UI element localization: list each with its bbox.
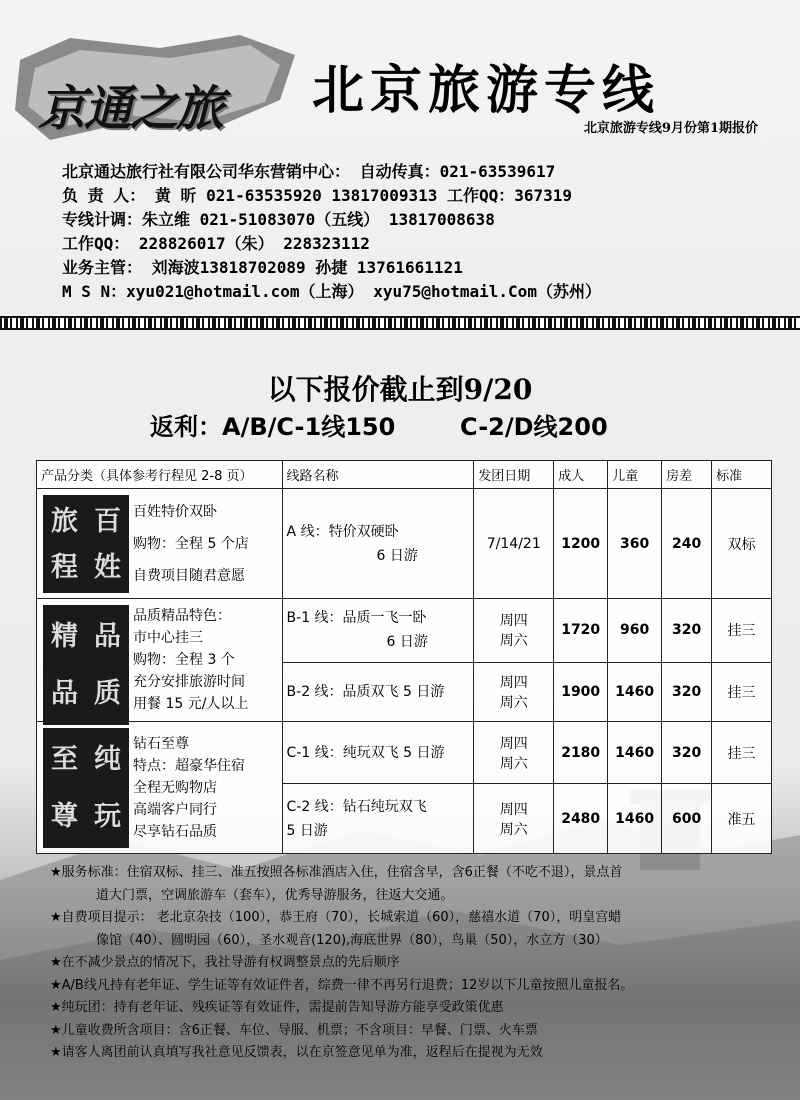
note-item: ★服务标准：住宿双标、挂三、准五按照各标准酒店入住，住宿含早，含6正餐（不吃不退），景点首 — [50, 865, 623, 880]
seal-stamp-baixing: 旅 百 程 姓 — [43, 495, 129, 593]
page-title: 北京旅游专线 — [312, 60, 661, 121]
category-cell — [37, 722, 283, 854]
logo-text: 京通之旅 — [38, 81, 223, 137]
contact-line: 工作QQ： 228826017（朱） 228323112 — [62, 234, 370, 253]
column-header: 房差 — [662, 461, 712, 489]
category-description: 百姓特价双卧 购物：全程 5 个店 自费项目随君意愿 — [133, 503, 249, 584]
route-name: A 线：特价双硬卧 6 日游 — [282, 489, 474, 599]
room-diff: 600 — [662, 784, 712, 854]
column-header: 标准 — [712, 461, 772, 489]
departure-dates: 周四 周六 — [474, 722, 554, 784]
column-header: 发团日期 — [474, 461, 554, 489]
room-diff: 320 — [662, 722, 712, 784]
child-price: 360 — [608, 489, 662, 599]
category-cell — [37, 599, 283, 722]
hotel-standard: 挂三 — [712, 599, 772, 663]
route-name: B-2 线：品质双飞 5 日游 — [282, 662, 474, 721]
column-header: 线路名称 — [282, 461, 474, 489]
notes-list — [50, 862, 790, 1065]
contact-line: M S N：xyu021@hotmail.com（上海） xyu75@hotmail.Com（苏州） — [62, 282, 601, 301]
table-row — [37, 489, 772, 599]
departure-dates: 7/14/21 — [474, 489, 554, 599]
contact-line: 业务主管： 刘海波13818702089 孙捷 13761661121 — [62, 258, 463, 277]
column-header: 产品分类（具体参考行程见 2-8 页） — [37, 461, 283, 489]
contact-line: 负 责 人： 黄 昕 021-63535920 13817009313 工作QQ：367319 — [62, 186, 573, 205]
child-price: 1460 — [608, 784, 662, 854]
table-row — [37, 599, 772, 663]
category-description: 品质精品特色： 市中心挂三 购物：全程 3 个 充分安排旅游时间 用餐 15 元/人以上 — [133, 608, 249, 712]
category-description: 钻石至尊 特点：超豪华住宿 全程无购物店 高端客户同行 尽享钻石品质 — [133, 735, 245, 840]
room-diff: 320 — [662, 662, 712, 721]
rebate-label: 返利：A/B/C-1线150 — [150, 413, 396, 441]
page-subtitle: 北京旅游专线9月份第1期报价 — [583, 121, 758, 136]
contact-line: 专线计调：朱立维 021-51083070（五线） 13817008638 — [62, 210, 495, 229]
seal-stamp-zhizun: 至 纯 尊 玩 — [43, 728, 129, 848]
hotel-standard: 挂三 — [712, 662, 772, 721]
child-price: 960 — [608, 599, 662, 663]
contact-line: 北京通达旅行社有限公司华东营销中心： 自动传真：021-63539617 — [62, 162, 556, 181]
table-row — [37, 722, 772, 784]
note-item: ★请客人离团前认真填写我社意见反馈表，以在京签意见单为准，返程后在提视为无效 — [50, 1045, 543, 1060]
contact-block — [62, 160, 601, 304]
adult-price: 2180 — [554, 722, 608, 784]
hotel-standard: 准五 — [712, 784, 772, 854]
adult-price: 1720 — [554, 599, 608, 663]
hotel-standard: 双标 — [712, 489, 772, 599]
child-price: 1460 — [608, 662, 662, 721]
note-item-continued: 道大门票，空调旅游车（套车），优秀导游服务，往返大交通。 — [96, 887, 454, 903]
route-name: C-2 线：钻石纯玩双飞 5 日游 — [282, 784, 474, 854]
decorative-border — [0, 316, 800, 330]
note-item: ★自费项目提示： 老北京杂技（100），恭王府（70），长城索道（60），慈禧水道（70），明皇宫蜡 — [50, 910, 622, 925]
departure-dates: 周四 周六 — [474, 784, 554, 854]
room-diff: 320 — [662, 599, 712, 663]
note-item-continued: 像馆（40）、圆明园（60），圣水观音(120),海底世界（80），鸟巢（50），水立方（30） — [96, 932, 608, 948]
adult-price: 2480 — [554, 784, 608, 854]
room-diff: 240 — [662, 489, 712, 599]
logo — [10, 30, 300, 145]
route-name: C-1 线：纯玩双飞 5 日游 — [282, 722, 474, 784]
column-header: 儿童 — [608, 461, 662, 489]
departure-dates: 周四 周六 — [474, 662, 554, 721]
price-table — [36, 460, 772, 854]
child-price: 1460 — [608, 722, 662, 784]
column-header: 成人 — [554, 461, 608, 489]
route-name: B-1 线：品质一飞一卧 6 日游 — [282, 599, 474, 663]
table-header-row — [37, 461, 772, 489]
seal-stamp-jingpin: 精 品 品 质 — [43, 605, 129, 725]
category-cell — [37, 489, 283, 599]
note-item: ★纯玩团：持有老年证、残疾证等有效证件，需提前告知导游方能享受政策优惠 — [50, 1000, 504, 1015]
adult-price: 1200 — [554, 489, 608, 599]
price-cutoff-heading: 以下报价截止到9/20 — [267, 373, 533, 406]
note-item: ★A/B线凡持有老年证、学生证等有效证件者，综费一律不再另行退费；12岁以下儿童按照儿童报名。 — [50, 977, 634, 993]
note-item: ★儿童收费所含项目：含6正餐、车位、导服、机票；不含项目：早餐、门票、火车票 — [50, 1022, 538, 1038]
rebate-line — [150, 407, 608, 442]
hotel-standard: 挂三 — [712, 722, 772, 784]
departure-dates: 周四 周六 — [474, 599, 554, 663]
adult-price: 1900 — [554, 662, 608, 721]
rebate-label-2: C-2/D线200 — [460, 413, 608, 441]
note-item: ★在不减少景点的情况下，我社导游有权调整景点的先后顺序 — [50, 955, 400, 970]
